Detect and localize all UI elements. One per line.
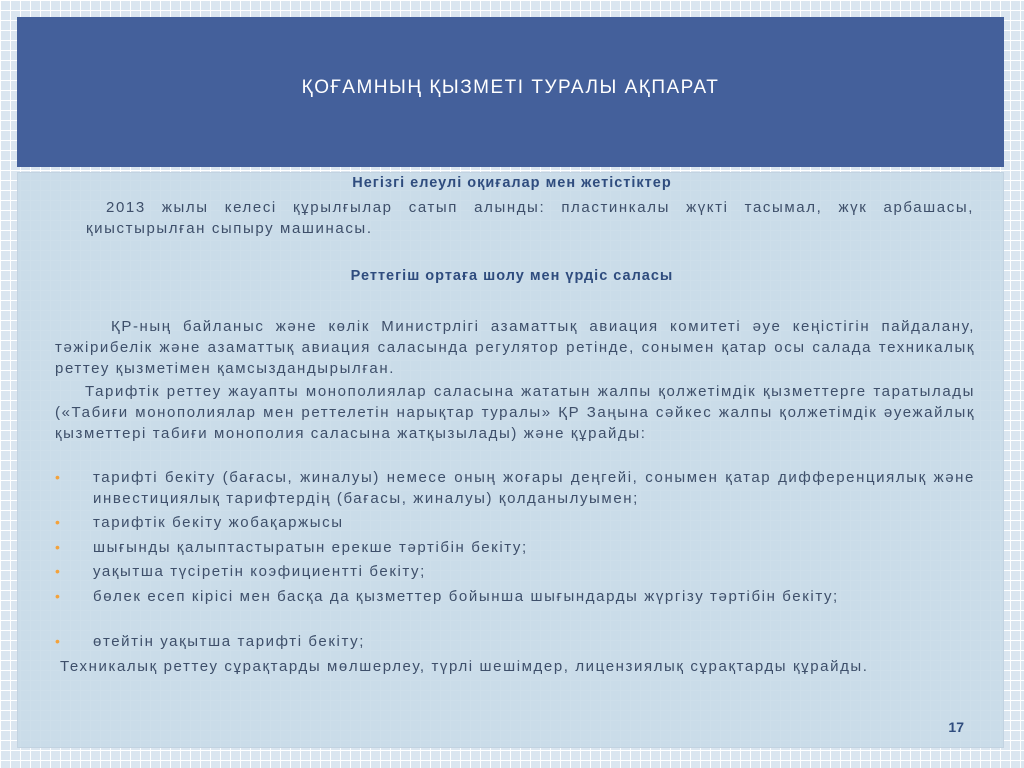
paragraph-equipment: 2013 жылы келесі құрылғылар сатып алынды: пластинкалы жүкті тасымал, жүк арбашасы, қиыстырылған сыпыру машинасы. bbox=[86, 199, 974, 237]
bullet-text: уақытша түсіретін коэфициентті бекіту; bbox=[93, 563, 426, 580]
bullet-text: өтейтін уақытша тарифті бекіту; bbox=[93, 633, 365, 650]
bullet-icon: • bbox=[55, 563, 60, 579]
page-number: 17 bbox=[948, 719, 964, 735]
bullet-text: бөлек есеп кірісі мен басқа да қызметтер бойынша шығындарды жүргізу тәртібін бекіту; bbox=[93, 588, 839, 605]
section-heading-achievements: Негізгі елеулі оқиғалар мен жетістіктер bbox=[352, 175, 672, 191]
section-heading-regulatory: Реттегіш ортаға шолу мен үрдіс саласы bbox=[350, 268, 674, 284]
bullet-text: шығынды қалыптастыратын ерекше тәртібін бекіту; bbox=[93, 539, 528, 556]
paragraph-ministry: ҚР-ның байланыс және көлік Министрлігі азаматтық авиация комитеті әуе кеңістігін пайдалану, тәжірибелік және азаматтық авиация саласында регулятор ретінде, сонымен қатар осы салада техникалық реттеу қызметімен қамсыздандырылған. bbox=[55, 318, 975, 377]
paragraph-tariff: Тарифтік реттеу жауапты монополиялар саласына жататын жалпы қолжетімдік қызметтерге таратылады («Табиғи монополиялар мен реттелетін нарықтар туралы» ҚР Заңына сәйкес жалпы қолжетімдік әуежайлық қызметтері табиғи монополия саласына жатқызылады) және құрайды: bbox=[55, 383, 975, 442]
bullet-text: тарифті бекіту (бағасы, жиналуы) немесе оның жоғары деңгейі, сонымен қатар дифференциялық және инвестициялық тарифтердің (бағасы, жиналуы) қолданылуымен; bbox=[93, 469, 975, 507]
bullet-icon: • bbox=[55, 633, 60, 649]
bullet-icon: • bbox=[55, 588, 60, 604]
bullet-text: тарифтік бекіту жобақаржысы bbox=[93, 514, 344, 531]
bullet-icon: • bbox=[55, 514, 60, 530]
title-banner bbox=[17, 17, 1004, 167]
bullet-icon: • bbox=[55, 469, 60, 485]
paragraph-technical: Техникалық реттеу сұрақтарды мөлшерлеу, түрлі шешімдер, лицензиялық сұрақтарды құрайды. bbox=[60, 658, 869, 675]
bullet-icon: • bbox=[55, 539, 60, 555]
slide-title: ҚОҒАМНЫҢ ҚЫЗМЕТІ ТУРАЛЫ АҚПАРАТ bbox=[301, 77, 720, 98]
